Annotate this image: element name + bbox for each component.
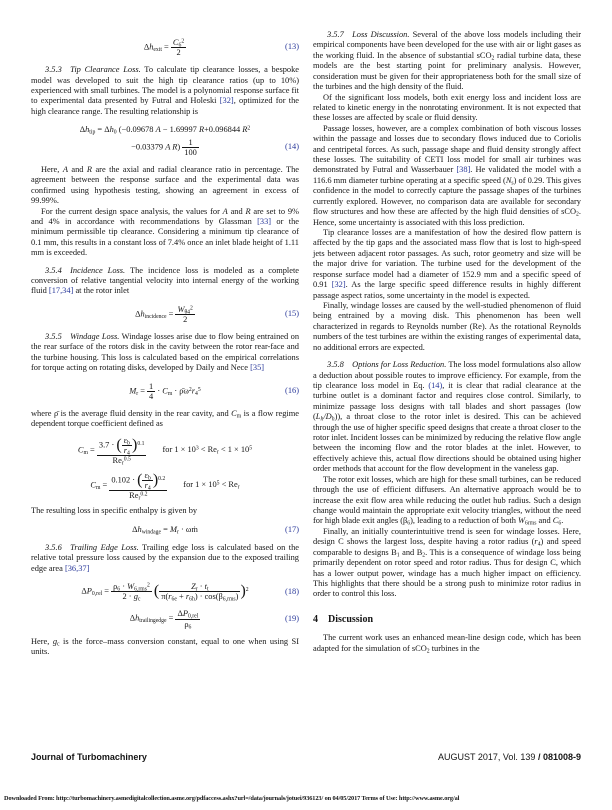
equation bbox=[31, 125, 299, 135]
equation bbox=[31, 38, 299, 57]
equation bbox=[31, 382, 299, 401]
download-notice: Downloaded From: http://turbomachinery.asmedigitalcollection.asme.org/pdfaccess.ashx?url=/data/journals/jotuei/936123/ on 04/05/2017 Terms of Use: http://www.asme.org/al bbox=[4, 795, 460, 802]
page-number: 081008-9 bbox=[542, 752, 581, 762]
paragraph: Finally, windage losses are caused by the well-studied phenomenon of fluid being entrained by a moving disk. This phenomenon has been well characterized in regards to Reynolds number (Re). As the rotational Reynolds numbers of the test turbines are within the existing ranges of experimental data, no additional errors are expected. bbox=[313, 300, 581, 352]
equation-number: (19) bbox=[285, 613, 299, 623]
citation-link[interactable]: [17,34] bbox=[48, 286, 74, 296]
paragraph: where ρ̄ is the average fluid density in the rear cavity, and $C_m$ is a flow regime dependent torque coefficient defined as bbox=[31, 408, 299, 429]
section-heading: 4 Discussion bbox=[313, 613, 374, 625]
equation-math: $\Delta h_{windage} = M_r$ · ωṁ bbox=[132, 524, 198, 536]
citation-link[interactable]: [38] bbox=[456, 165, 471, 175]
equation-number: (18) bbox=[285, 586, 299, 596]
citation-link[interactable]: [33] bbox=[257, 216, 272, 226]
subsection-paragraph: 3.5.4 Incidence Loss. The incidence loss is modeled as a complete conversion of relative tangential velocity into internal energy of the working fluid [17,34] at the rotor inlet bbox=[31, 265, 299, 296]
equation bbox=[31, 305, 299, 324]
subsection-paragraph: 3.5.3 Tip Clearance Loss. To calculate tip clearance losses, a bespoke model was developed to suit the high tip clearance ratios (up to 10%) experienced with small turbines. The model is a polynomial response surface fit to experimental data presented by Futral and Holeski [32], optimized for the high clearance range. The resulting relationship is bbox=[31, 65, 299, 116]
equation-math: $\Delta h_{exit}$ = $\frac{C_6^2}{2}$ bbox=[143, 38, 185, 58]
equation-math: $\Delta h_{incidence}$ = $\frac{W_{\theta 4}^2}{2}$ bbox=[135, 304, 193, 324]
paragraph: Here, A and R are the axial and radial clearance ratio in percentage. The agreement between the response surface and the experimental data was confirmed using hypothesis testing, showing an agreement in excess of 99.99%. bbox=[31, 164, 299, 206]
equation bbox=[31, 582, 299, 601]
validity-condition: for $1 \times 10^3 < Re_r < 1 \times 10^5$ bbox=[162, 445, 253, 456]
paragraph: For the current design space analysis, the values for A and R are set to 9% and 4% in accordance with recommendations by Glassman [33] or the minimum permissible tip clearance. Considering a minimum tip clearance of 0.1 mm, this results in a constant loss of 7.4% once an inlet blade height of 1.11 mm is exceeded. bbox=[31, 206, 299, 258]
citation-link[interactable]: [35] bbox=[250, 363, 265, 373]
paragraph: Finally, an initially counterintuitive trend is seen for windage losses. Here, design C shows the largest loss, despite having a rotor radius $(r_4)$ and speed comparable to designs $B_1$ and $B_2$. This is a consequence of windage loss being primarily dependent on rotor speed and rotor radius. Thus for design C, which has a lower output power, windage has a much higher impact on efficiency. This highlights that there should be a strong push to minimize rotor radius in order to control this loss. bbox=[313, 526, 581, 599]
paragraph: Of the significant loss models, both exit energy loss and incident loss are related to kinetic energy in the nonrotating environment. It is not expected that these losses are affected by scale or fluid density. bbox=[313, 92, 581, 123]
equation bbox=[31, 609, 299, 631]
citation-link[interactable]: [32] bbox=[331, 280, 346, 290]
equation-number: (15) bbox=[285, 309, 299, 319]
equation-math: $C_m$ = 3.7 · ( $\frac{\varepsilon_b}{r_4}$ )$^{0.1}$ $Re_r^{0.5}$ bbox=[77, 435, 145, 467]
subsection-paragraph: 3.5.7 Loss Discussion. Several of the above loss models including their empirical components have been developed for the use with air or light gases as the working fluid. In the absence of substantial sCO$_2$ radial turbine data, these models are the best starting point for preliminary analysis. However, consideration must be given for their appropriateness both for the small size of the turbines and the high density of the fluid. bbox=[313, 30, 581, 92]
footer-separator: / bbox=[535, 752, 543, 762]
equation-math: $M_r$ = $\frac{1}{4}$ · $C_m$ · $\rhō\omega^2r_4^5$ bbox=[129, 381, 201, 401]
paragraph: The resulting loss in specific enthalpy is given by bbox=[31, 506, 198, 516]
equation-math: $\Delta h_{trailingedge}$ = $\frac{\Delta P_{0,rel}}{\rho_6}$ bbox=[129, 609, 199, 631]
equation-math: −0.03379 A R) $\frac{1}{100}$ bbox=[131, 137, 197, 157]
paragraph: The current work uses an enhanced mean-line design code, which has been adapted for the simulation of sCO$_2$ turbines in the bbox=[313, 633, 581, 655]
paragraph: The rotor exit losses, which are high for these small turbines, can be reduced through the use of efficient diffusers. An alternative approach would be to increase the exit flow area while reducing the outlet hub radius. Such a design change would maintain the appropriate exit velocity triangles, without the need for high blade exit angles $(\beta_6)$, leading to a reduction of both $W_{6rms}$ and $C_6$. bbox=[313, 474, 581, 527]
torque-coefficient-equation bbox=[31, 471, 299, 500]
paragraph: Passage losses, however, are a complex combination of both viscous losses within the passage and losses due to secondary flows induced due to Coriolis and centripetal forces. As such, passage shape and fluid density strongly affect these losses. The suitability of CETI loss model for small air turbines was demonstrated by Futral and Wasserbauer [38]. He validated the model with a 116.6 mm diameter turbine operating at a specific speed $(N_s)$ of 0.29. This gives confidence in the model to correctly capture the passage shapes of the turbines currently explored. However, no comparison data are available for secondary flow structures and how these are affected by the high fluid densities of sCO$_2$. Hence, some uncertainty is associated with this loss prediction. bbox=[313, 123, 582, 227]
citation-link[interactable]: [36,37] bbox=[64, 563, 90, 573]
equation-number: (14) bbox=[285, 142, 299, 152]
journal-title-footer: Journal of Turbomachinery bbox=[31, 752, 147, 762]
left-column bbox=[31, 30, 299, 657]
paragraph: Tip clearance losses are a manifestation of how the desired flow pattern is affected by the tip gaps and the associated mass flow that is lost to high-speed jets between adjacent rotor passages. As such, rotor geometry and size will be the major drive for variation. The turbine used for the development of the response surface model had a diameter of 152.9 mm and a specific speed of 0.91 [32]. As the large specific speed difference results in highly different passage aspect ratios, some uncertainty in the model is expected. bbox=[313, 228, 581, 300]
equation bbox=[31, 138, 299, 157]
validity-condition: for $1 \times 10^5 < Re_r$ bbox=[183, 480, 240, 491]
equation-number: (13) bbox=[285, 42, 299, 52]
equation-math: $\Delta P_{0,rel}$ = $\frac{\rho_6 \cdot W_{6,rms}^2}{2 \cdot g_c}$ ( $\frac{Z_r \cdot t_t}{\pi(r_{6e} + r_{6h}) \cdot \cos(\beta_{6,rms})}$ )$^2$ bbox=[81, 582, 249, 603]
issue-info: AUGUST 2017, Vol. 139 bbox=[438, 752, 536, 762]
equation-number: (17) bbox=[285, 524, 299, 534]
issue-footer bbox=[438, 752, 581, 762]
torque-coefficient-equation bbox=[31, 436, 299, 465]
equation bbox=[31, 525, 299, 535]
subsection-paragraph: 3.5.5 Windage Loss. Windage losses arise due to flow being entrained on the rear surface of the rotors disk in the cavity between the rotor rear-face and the turbine housing. This loss is calculated based on the empirical correlations for torque acting on rotating disks, developed by Daily and Nece [35] bbox=[31, 332, 300, 373]
citation-link[interactable]: (14) bbox=[428, 380, 443, 390]
paragraph: Here, $g_c$ is the force–mass conversion constant, equal to one when using SI units. bbox=[31, 636, 299, 657]
subsection-paragraph: 3.5.8 Options for Loss Reduction. The loss model formulations also allow a deduction about possible routes to improve efficiency. For example, from the tip clearance loss model in Eq. (14), it is clear that radial clearance at the turbine outlet is a dominant factor and requires close control. Similarly, to minimize passage loss designs with tall blades and short passages (low $(L_h/D_h)$), a throat close to the rotor inlet is desired. This can be achieved through the use of higher specific speed designs that create a throat closer to the rotor inlet. Incident losses can be minimized by reducing the relative flow angle between the incoming flow and the rotor blades at the inlet. However, to effectively achieve this, actual flow directions should be obtained using higher order methods that account for the flow development in the vaneless gap. bbox=[313, 360, 582, 474]
right-column bbox=[313, 30, 581, 654]
equation-number: (16) bbox=[285, 386, 299, 396]
subsection-paragraph: 3.5.6 Trailing Edge Loss. Trailing edge loss is calculated based on the relative total pressure loss caused by the expansion due to the exposed trailing edge area [36,37] bbox=[31, 543, 299, 573]
citation-link[interactable]: [32] bbox=[219, 96, 234, 106]
equation-math: $C_m$ = 0.102 · ( $\frac{\varepsilon_b}{r_4}$ )$^{0.2}$ $Re_r^{0.2}$ bbox=[90, 470, 166, 502]
equation-math: $\Delta h_{tip} = \Delta h_0$ (−0.09678 A − 1.69997 R+0.096844 $R^2$ bbox=[79, 125, 251, 136]
